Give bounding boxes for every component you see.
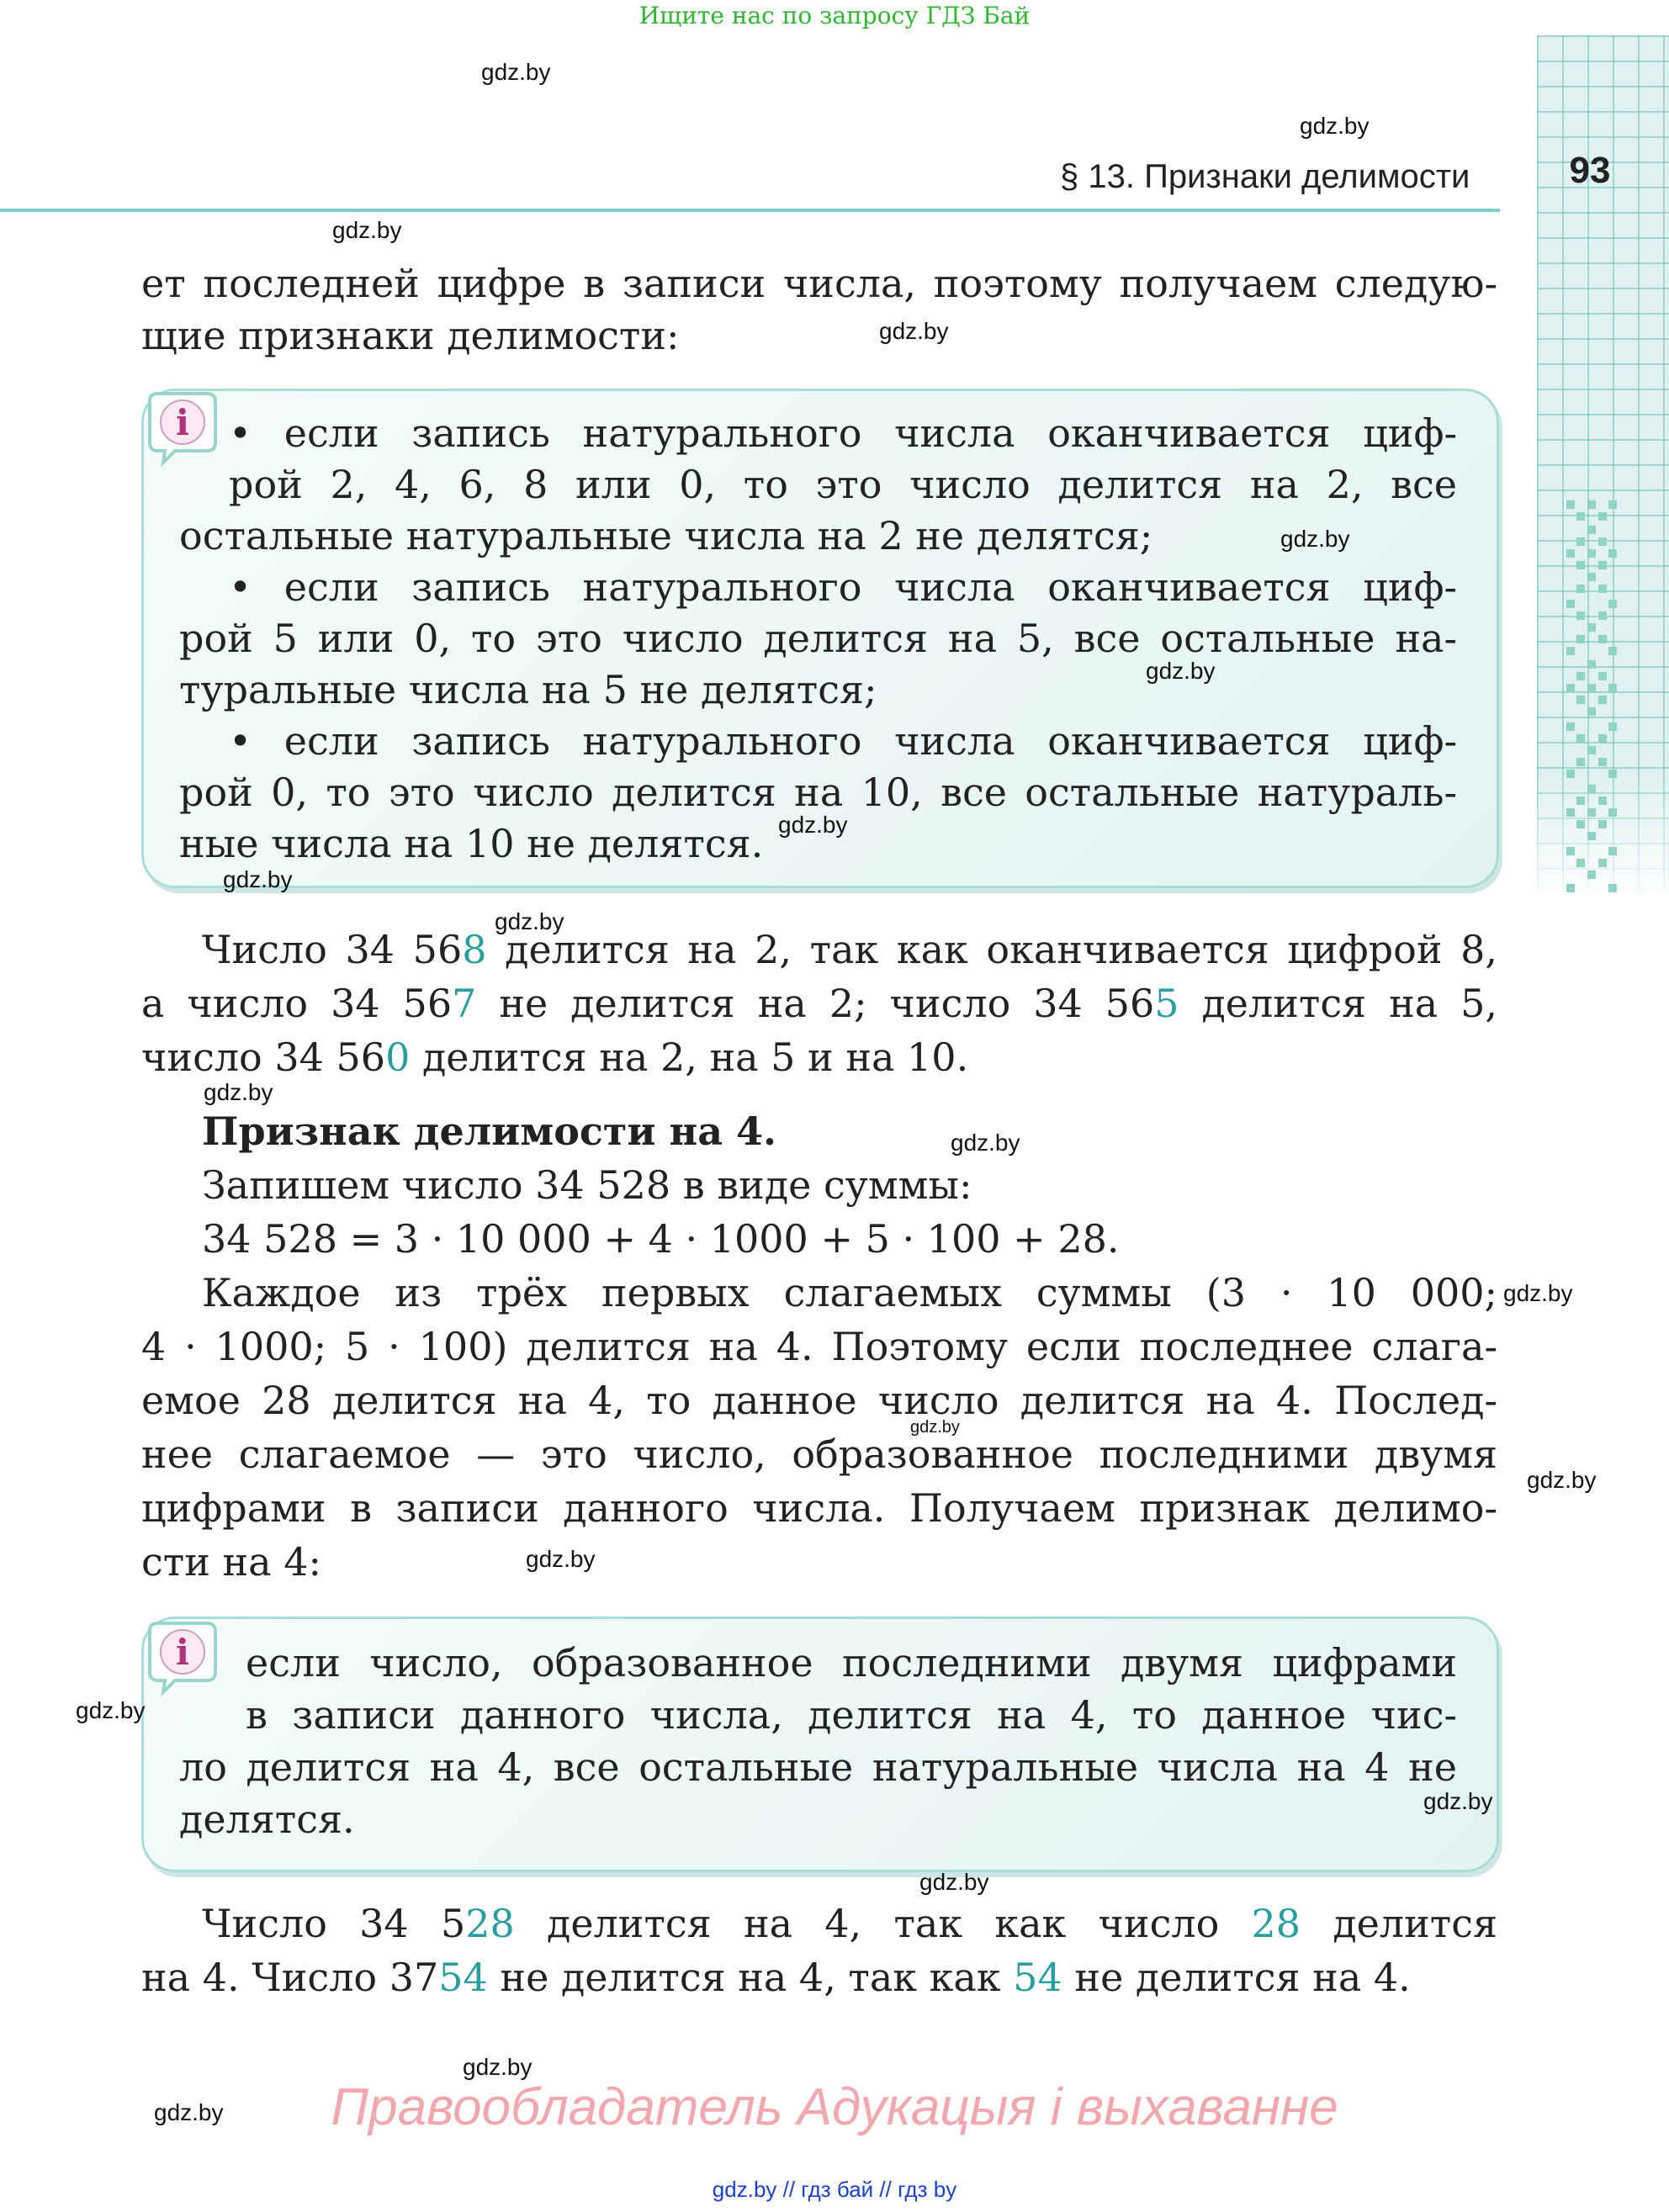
watermark: gdz.by	[223, 866, 293, 892]
watermark: gdz.by	[1527, 1467, 1597, 1493]
rule1-line: туральные числа на 5 не делятся;	[179, 667, 877, 712]
sign4-para-line: нее слагаемое — это число, образованное последними двумя	[141, 1431, 1497, 1477]
footer-links[interactable]: gdz.by // гдз бай // гдз by	[712, 2177, 957, 2202]
watermark: gdz.by	[204, 1079, 273, 1105]
intro-line: ет последней цифре в записи числа, поэтому получаем следую-	[141, 261, 1497, 306]
watermark: gdz.by	[919, 1869, 989, 1895]
rule1-line: • если запись натурального числа оканчивается циф-	[229, 410, 1457, 456]
watermark: gdz.by	[332, 217, 402, 243]
svg-text:i: i	[176, 402, 189, 443]
watermark: gdz.by	[951, 1130, 1020, 1156]
intro-line: щие признаки делимости:	[141, 313, 680, 358]
rule1-line: ные числа на 10 не делятся.	[179, 821, 764, 866]
rule1-line: • если запись натурального числа оканчивается циф-	[229, 718, 1457, 764]
watermark: gdz.by	[910, 1418, 960, 1437]
section-title: § 13. Признаки делимости	[1060, 158, 1470, 195]
watermark: gdz.by	[1146, 658, 1216, 684]
watermark: gdz.by	[76, 1697, 146, 1723]
watermark: gdz.by	[495, 908, 564, 934]
page-number: 93	[1569, 150, 1611, 191]
copyright-footer: Правообладатель Адукацыя і выхаванне	[331, 2078, 1338, 2136]
watermark: gdz.by	[879, 318, 949, 344]
rule1-line: рой 2, 4, 6, 8 или 0, то это число делится на 2, все	[229, 462, 1457, 507]
rule2-line: ло делится на 4, все остальные натуральные числа на 4 не	[179, 1744, 1457, 1790]
rule1-line: рой 0, то это число делится на 10, все остальные натураль-	[179, 770, 1457, 815]
watermark: gdz.by	[481, 59, 551, 85]
sign4-para-line: сти на 4:	[141, 1539, 321, 1585]
embroidery-ornament-icon	[1566, 500, 1617, 896]
sign4-formula: 34 528 = 3 · 10 000 + 4 · 1000 + 5 · 100 + 28.	[202, 1216, 1120, 1262]
sign4-title: Признак делимости на 4.	[202, 1109, 777, 1154]
info-icon	[141, 389, 221, 468]
example1-line: число 34 560 делится на 2, на 5 и на 10.	[141, 1035, 969, 1080]
watermark: gdz.by	[463, 2054, 532, 2080]
watermark: gdz.by	[1423, 1788, 1493, 1814]
rule2-line: если число, образованное последними двумя цифрами	[246, 1640, 1457, 1685]
watermark: gdz.by	[526, 1546, 596, 1572]
sign4-line: Запишем число 34 528 в виде суммы:	[202, 1162, 972, 1208]
info-icon	[141, 1618, 221, 1698]
watermark: gdz.by	[154, 2099, 224, 2125]
rule2-line: делятся.	[179, 1797, 355, 1842]
rule1-line: • если запись натурального числа оканчивается циф-	[229, 564, 1457, 610]
rule2-line: в записи данного числа, делится на 4, то данное чис-	[246, 1692, 1457, 1738]
rule1-line: рой 5 или 0, то это число делится на 5, все остальные на-	[179, 616, 1457, 661]
svg-text:i: i	[176, 1632, 189, 1673]
example2-line: Число 34 528 делится на 4, так как число 28 делится	[202, 1901, 1497, 1946]
top-banner[interactable]: Ищите нас по запросу ГДЗ Бай	[638, 2, 1031, 29]
watermark: gdz.by	[1503, 1280, 1573, 1306]
header-divider	[0, 209, 1500, 212]
watermark: gdz.by	[1280, 526, 1350, 552]
watermark: gdz.by	[778, 812, 848, 838]
sign4-para-line: 4 · 1000; 5 · 100) делится на 4. Поэтому если последнее слага-	[141, 1324, 1497, 1369]
example2-line: на 4. Число 3754 не делится на 4, так как 54 не делится на 4.	[141, 1955, 1411, 2000]
sign4-para-line: цифрами в записи данного числа. Получаем признак делимо-	[141, 1485, 1497, 1531]
example1-line: а число 34 567 не делится на 2; число 34 565 делится на 5,	[141, 981, 1497, 1026]
sign4-para-line: емое 28 делится на 4, то данное число делится на 4. Послед-	[141, 1378, 1497, 1423]
example1-line: Число 34 568 делится на 2, так как оканчивается цифрой 8,	[202, 927, 1497, 972]
rule1-line: остальные натуральные числа на 2 не делятся;	[179, 513, 1153, 558]
sign4-para-line: Каждое из трёх первых слагаемых суммы (3 · 10 000;	[202, 1270, 1497, 1315]
watermark: gdz.by	[1300, 113, 1370, 139]
